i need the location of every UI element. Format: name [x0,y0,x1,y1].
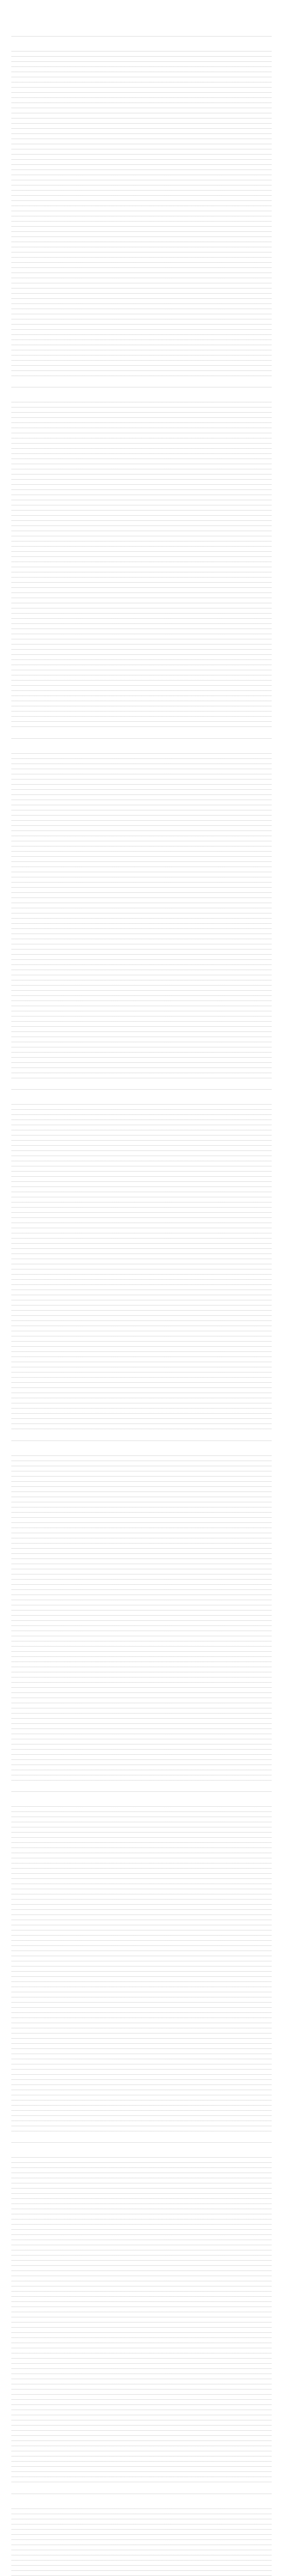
page-number [256,2136,272,2141]
doc-label [11,5,272,11]
entry-block [11,750,272,1080]
entry-block [11,2154,272,2484]
section [11,738,272,1089]
section [11,1440,272,1791]
section-title [11,2496,32,2502]
section [11,2142,272,2493]
entry-block [11,1803,272,2133]
section-title [11,1092,32,1098]
section-title [11,1443,32,1449]
section-title [11,39,32,45]
page-number [256,732,272,737]
section [11,387,272,738]
entry-block [11,399,272,728]
entry-block [11,48,272,378]
section [11,2494,272,2576]
section-title [11,2145,32,2151]
entry-block [11,1101,272,1431]
section [11,1089,272,1440]
page-number [256,2487,272,2493]
page-header [0,0,283,28]
section [11,36,272,387]
section-title [11,1794,32,1800]
page-number [256,1083,272,1088]
entry-block [11,2505,272,2576]
page-number [256,1785,272,1790]
entry-block [11,1452,272,1782]
section-list [11,36,272,2576]
page-number [256,381,272,386]
section-title [11,389,32,396]
page-number [256,1434,272,1439]
section [11,1791,272,2142]
doc-title [11,19,272,28]
section-title [11,741,32,747]
